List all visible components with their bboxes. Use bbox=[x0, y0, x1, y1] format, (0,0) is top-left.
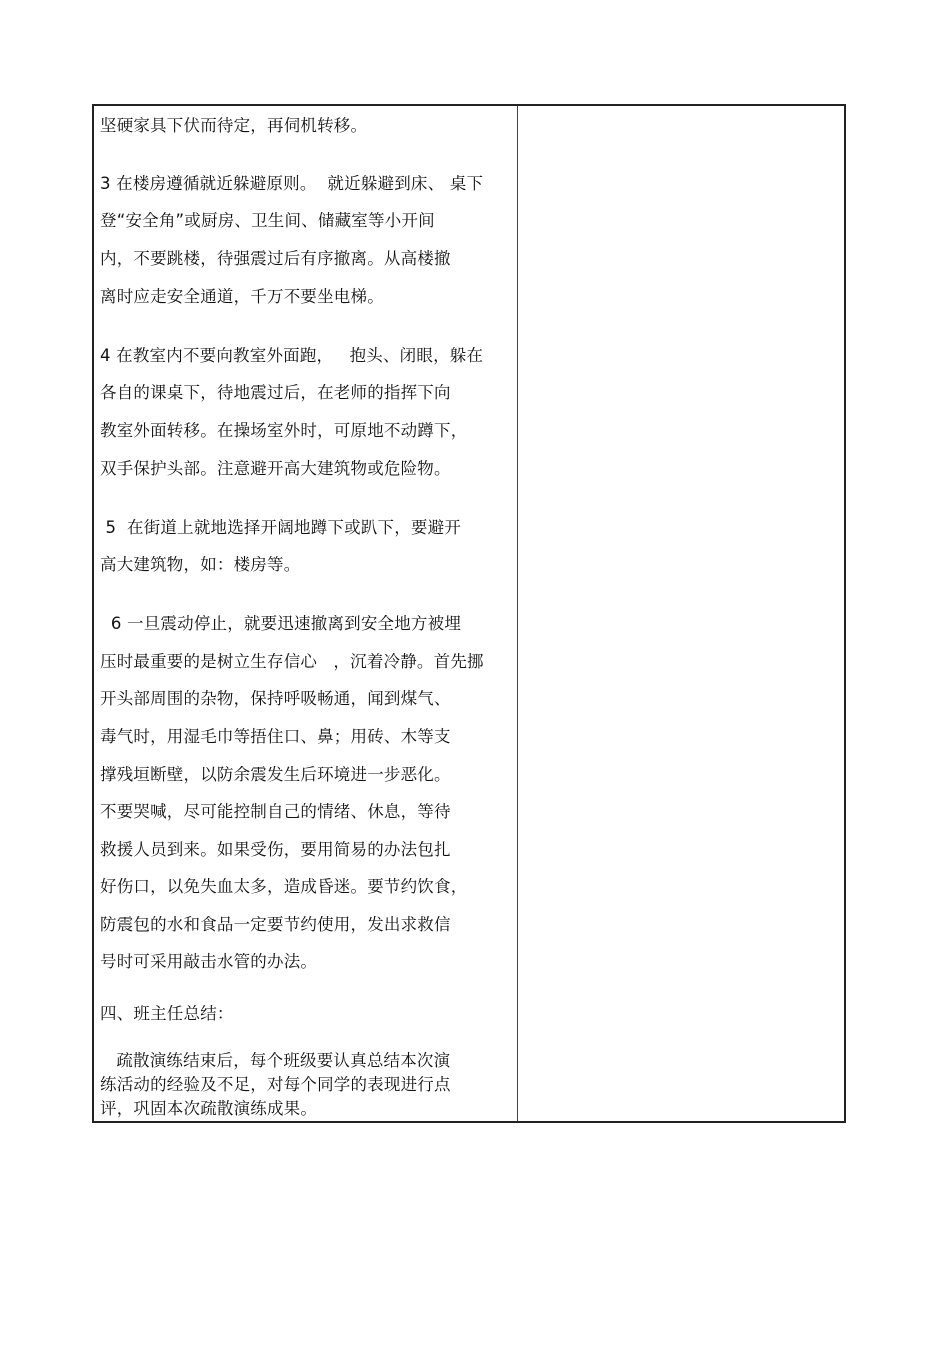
text-line: 登“安全角”或厨房、卫生间、储藏室等小开间 bbox=[100, 211, 435, 230]
text-line: 评，巩固本次疏散演练成果。 bbox=[100, 1099, 318, 1118]
document-table bbox=[92, 104, 846, 1123]
text-line: 坚硬家具下伏而待定，再伺机转移。 bbox=[100, 116, 368, 135]
text-line: 号时可采用敲击水管的办法。 bbox=[100, 952, 318, 971]
text-line: 练活动的经验及不足，对每个同学的表现进行点 bbox=[100, 1075, 451, 1094]
text-line: 毒气时，用湿毛巾等捂住口、鼻；用砖、木等支 bbox=[100, 727, 451, 746]
text-line: 4 在教室内不要向教室外面跑， 抱头、闭眼，躲在 bbox=[100, 346, 484, 365]
text-line: 疏散演练结束后，每个班级要认真总结本次演 bbox=[100, 1051, 451, 1070]
section-heading: 四、班主任总结： bbox=[100, 1004, 234, 1023]
text-line: 撑残垣断壁，以防余震发生后环境进一步恶化。 bbox=[100, 765, 451, 784]
text-line: 各自的课桌下，待地震过后，在老师的指挥下向 bbox=[100, 383, 451, 402]
text-line: 不要哭喊，尽可能控制自己的情绪、休息，等待 bbox=[100, 802, 451, 821]
text-line: 防震包的水和食品一定要节约使用，发出求救信 bbox=[100, 915, 451, 934]
empty-cell bbox=[518, 106, 844, 1121]
text-line: 内，不要跳楼，待强震过后有序撤离。从高楼撤 bbox=[100, 249, 451, 268]
text-line: 压时最重要的是树立生存信心 ，沉着冷静。首先挪 bbox=[100, 652, 484, 671]
text-line: 6 一旦震动停止，就要迅速撤离到安全地方被埋 bbox=[100, 614, 462, 633]
text-line: 高大建筑物，如：楼房等。 bbox=[100, 555, 301, 574]
text-line: 离时应走安全通道，千万不要坐电梯。 bbox=[100, 287, 384, 306]
text-line: 5 在街道上就地选择开阔地蹲下或趴下，要避开 bbox=[100, 518, 462, 537]
content-cell bbox=[94, 106, 518, 1121]
text-line: 教室外面转移。在操场室外时，可原地不动蹲下， bbox=[100, 421, 468, 440]
text-line: 好伤口，以免失血太多，造成昏迷。要节约饮食， bbox=[100, 877, 468, 896]
text-line: 双手保护头部。注意避开高大建筑物或危险物。 bbox=[100, 459, 451, 478]
text-line: 3 在楼房遵循就近躲避原则。 就近躲避到床、 桌下 bbox=[100, 174, 484, 193]
text-line: 开头部周围的杂物，保持呼吸畅通，闻到煤气、 bbox=[100, 689, 451, 708]
text-line: 救援人员到来。如果受伤，要用简易的办法包扎 bbox=[100, 840, 451, 859]
